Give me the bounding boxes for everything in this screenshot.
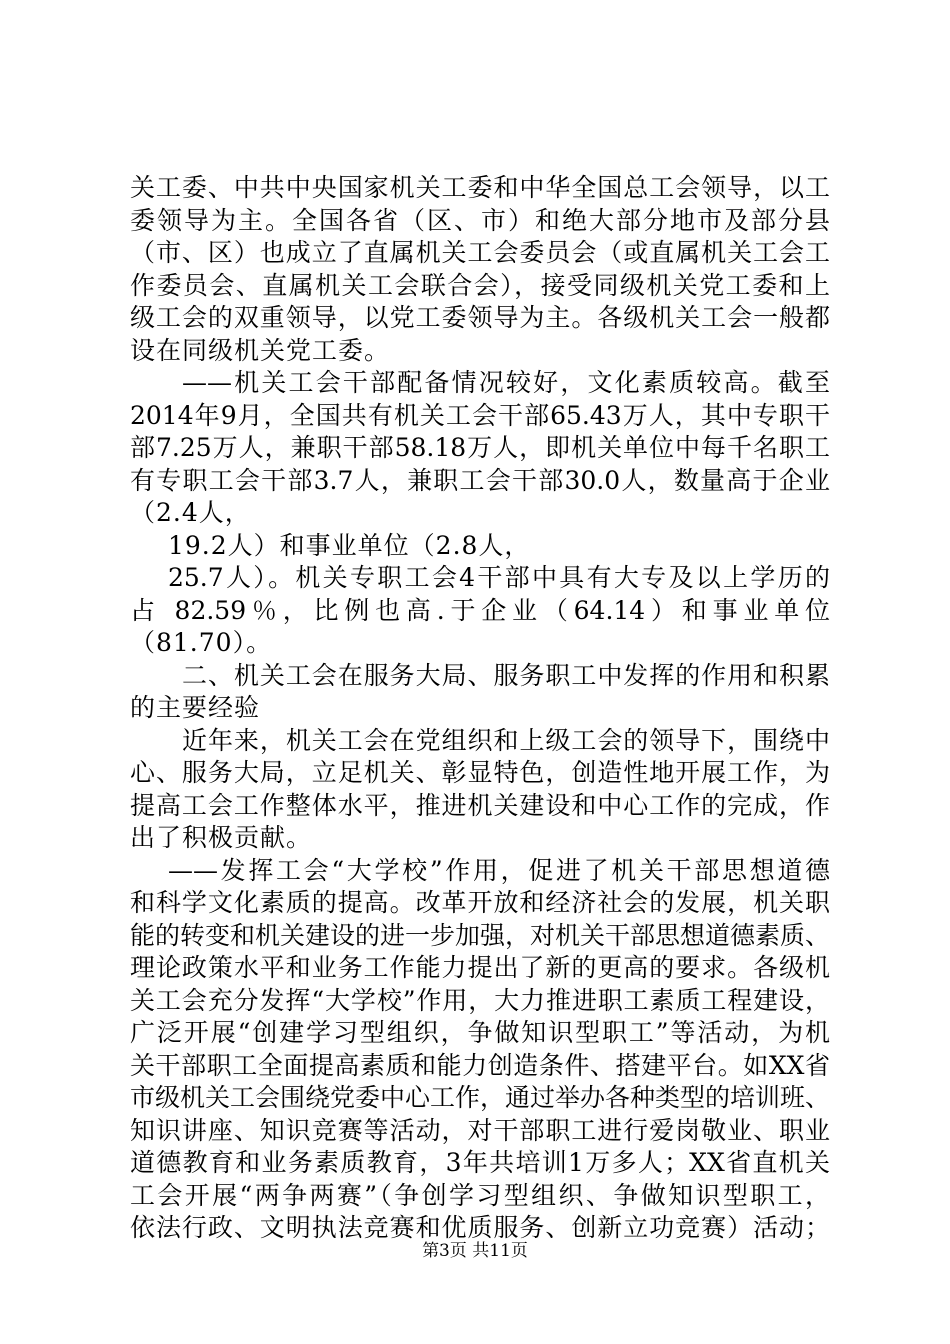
body-line: 出了积极贡献。 (130, 823, 313, 852)
body-line: 关干部职工全面提高素质和能力创造条件、搭建平台。如XX省 (130, 1051, 830, 1080)
body-line: 近年来，机关工会在党组织和上级工会的领导下，围绕中 (182, 726, 830, 755)
body-line: 19.2人）和事业单位（2.8人， (168, 531, 531, 560)
body-line: （2.4人， (130, 498, 251, 527)
body-line: 委领导为主。全国各省（区、市）和绝大部分地市及部分县 (130, 206, 830, 235)
body-line: 和科学文化素质的提高。改革开放和经济社会的发展，机关职 (130, 888, 830, 917)
body-line: 道德教育和业务素质教育，3年共培训1万多人；XX省直机关 (130, 1148, 830, 1177)
section-heading: 二、机关工会在服务大局、服务职工中发挥的作用和积累 (182, 661, 830, 690)
body-line: 设在同级机关党工委。 (130, 336, 391, 365)
body-line: 2014年9月，全国共有机关工会干部65.43万人，其中专职干 (130, 401, 830, 430)
body-line: 提高工会工作整体水平，推进机关建设和中心工作的完成，作 (130, 791, 830, 820)
body-line: ——机关工会干部配备情况较好，文化素质较高。截至 (182, 368, 830, 397)
body-line: 工会开展“两争两赛”（争创学习型组织、争做知识型职工， (130, 1181, 830, 1210)
body-line: 理论政策水平和业务工作能力提出了新的更高的要求。各级机 (130, 953, 830, 982)
body-line: 25.7人）。机关专职工会4干部中具有大专及以上学历的 (168, 563, 830, 592)
body-line: （81.70）。 (130, 628, 273, 657)
page-footer: 第3页 共11页 (422, 1241, 528, 1261)
body-line: 关工委、中共中央国家机关工委和中华全国总工会领导，以工 (130, 173, 830, 202)
body-line: 依法行政、文明执法竞赛和优质服务、创新立功竞赛）活动； (130, 1213, 830, 1242)
body-line: 部7.25万人，兼职干部58.18万人，即机关单位中每千名职工 (130, 433, 830, 462)
body-line: （市、区）也成立了直属机关工会委员会（或直属机关工会工 (130, 238, 830, 267)
body-line: 关工会充分发挥“大学校”作用，大力推进职工素质工程建设， (130, 986, 830, 1015)
body-line: 市级机关工会围绕党委中心工作，通过举办各种类型的培训班、 (130, 1083, 831, 1112)
body-line: 占 82.59％，比例也高.于企业（64.14）和事业单位 (130, 596, 830, 625)
body-line: 有专职工会干部3.7人，兼职工会干部30.0人，数量高于企业 (130, 466, 830, 495)
body-line: 广泛开展“创建学习型组织，争做知识型职工”等活动，为机 (130, 1018, 830, 1047)
body-line: 心、服务大局，立足机关、彰显特色，创造性地开展工作，为 (130, 758, 830, 787)
body-line: 级工会的双重领导，以党工委领导为主。各级机关工会一般都 (130, 303, 830, 332)
body-line: ——发挥工会“大学校”作用，促进了机关干部思想道德 (168, 856, 830, 885)
body-line: 作委员会、直属机关工会联合会），接受同级机关党工委和上 (130, 271, 830, 300)
body-line: 知识讲座、知识竞赛等活动，对干部职工进行爱岗敬业、职业 (130, 1116, 830, 1145)
section-heading: 的主要经验 (130, 693, 261, 722)
body-line: 能的转变和机关建设的进一步加强，对机关干部思想道德素质、 (130, 921, 831, 950)
